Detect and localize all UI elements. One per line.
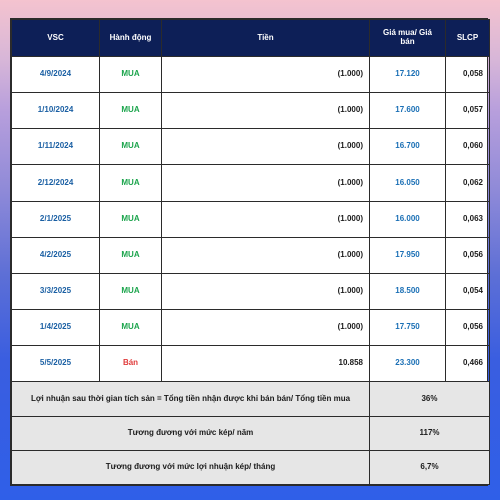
summary-value: 36% [370, 382, 490, 416]
row-action: MUA [100, 273, 162, 309]
row-price: 16.000 [370, 201, 446, 237]
row-action: Bán [100, 346, 162, 382]
summary-row [12, 416, 490, 450]
row-amount: (1.000) [162, 93, 370, 129]
header-price: Giá mua/ Giá bán [370, 20, 446, 57]
row-amount: (1.000) [162, 237, 370, 273]
row-amount: (1.000) [162, 310, 370, 346]
row-action: MUA [100, 57, 162, 93]
header-slcp: SLCP [446, 20, 490, 57]
table-row [12, 310, 490, 346]
row-price: 23.300 [370, 346, 446, 382]
row-slcp: 0,060 [446, 129, 490, 165]
summary-row [12, 382, 490, 416]
row-price: 17.600 [370, 93, 446, 129]
table-row [12, 201, 490, 237]
summary-value: 6,7% [370, 450, 490, 484]
row-slcp: 0,466 [446, 346, 490, 382]
row-date: 1/11/2024 [12, 129, 100, 165]
table-row [12, 129, 490, 165]
row-action: MUA [100, 237, 162, 273]
row-date: 5/5/2025 [12, 346, 100, 382]
summary-label: Lợi nhuận sau thời gian tích sản = Tổng tiền nhận được khi bán bán/ Tổng tiền mua [12, 382, 370, 416]
row-price: 16.700 [370, 129, 446, 165]
row-date: 3/3/2025 [12, 273, 100, 309]
row-amount: (1.000) [162, 273, 370, 309]
row-slcp: 0,058 [446, 57, 490, 93]
investment-table-frame [10, 18, 488, 486]
row-action: MUA [100, 310, 162, 346]
row-slcp: 0,057 [446, 93, 490, 129]
summary-row [12, 450, 490, 484]
row-action: MUA [100, 201, 162, 237]
row-price: 17.750 [370, 310, 446, 346]
row-date: 2/12/2024 [12, 165, 100, 201]
table-row [12, 57, 490, 93]
table-header-row [12, 20, 490, 57]
row-amount: (1.000) [162, 165, 370, 201]
row-slcp: 0,056 [446, 237, 490, 273]
row-price: 16.050 [370, 165, 446, 201]
row-date: 1/10/2024 [12, 93, 100, 129]
table-row [12, 165, 490, 201]
row-slcp: 0,056 [446, 310, 490, 346]
table-row [12, 346, 490, 382]
investment-table [11, 19, 490, 485]
table-row [12, 93, 490, 129]
table-row [12, 237, 490, 273]
row-amount: (1.000) [162, 201, 370, 237]
row-amount: (1.000) [162, 129, 370, 165]
row-amount: 10.858 [162, 346, 370, 382]
row-price: 17.120 [370, 57, 446, 93]
row-action: MUA [100, 165, 162, 201]
row-date: 2/1/2025 [12, 201, 100, 237]
row-price: 18.500 [370, 273, 446, 309]
header-vsc: VSC [12, 20, 100, 57]
row-date: 1/4/2025 [12, 310, 100, 346]
row-slcp: 0,062 [446, 165, 490, 201]
row-amount: (1.000) [162, 57, 370, 93]
summary-value: 117% [370, 416, 490, 450]
summary-label: Tương đương với mức lợi nhuận kép/ tháng [12, 450, 370, 484]
row-price: 17.950 [370, 237, 446, 273]
row-slcp: 0,063 [446, 201, 490, 237]
row-slcp: 0,054 [446, 273, 490, 309]
table-row [12, 273, 490, 309]
row-action: MUA [100, 129, 162, 165]
row-date: 4/9/2024 [12, 57, 100, 93]
summary-label: Tương đương với mức kép/ năm [12, 416, 370, 450]
header-action: Hành động [100, 20, 162, 57]
row-date: 4/2/2025 [12, 237, 100, 273]
header-amount: Tiền [162, 20, 370, 57]
row-action: MUA [100, 93, 162, 129]
